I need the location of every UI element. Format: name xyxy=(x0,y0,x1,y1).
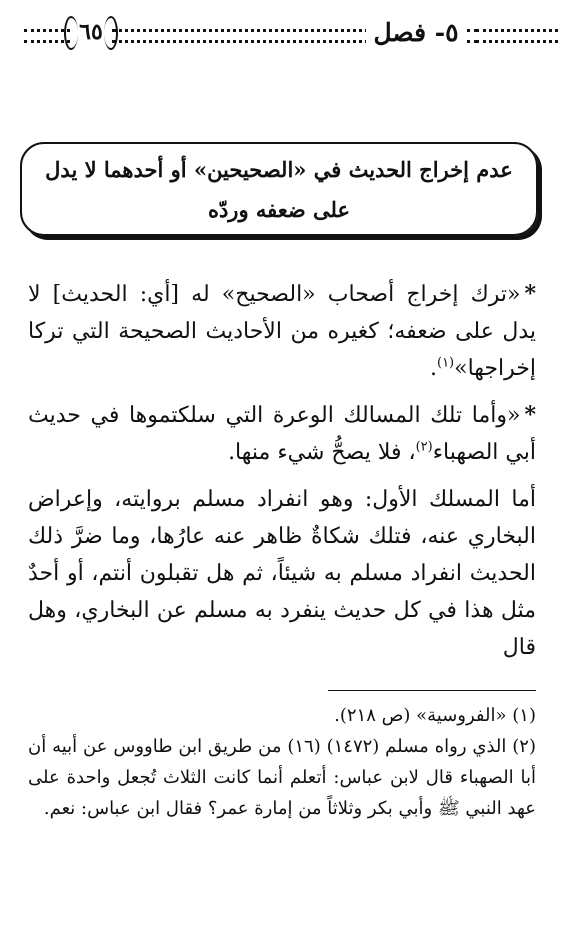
paragraph-2-text: «وأما تلك المسالك الوعرة التي سلكتموها في حديث أبي الصهباء xyxy=(28,403,536,465)
footnote-2: (٢) الذي رواه مسلم (١٤٧٢) (١٦) من طريق ابن طاووس عن أبيه أن أبا الصهباء قال لابن عباس: أتعلم أنما كانت الثلاث تُجعل واحدة على عهد النبي ﷺ وأبي بكر وثلاثاً من إمارة عمر؟ فقال ابن عباس: نعم. xyxy=(28,736,536,819)
paragraph-1-tail: . xyxy=(429,356,437,381)
section-title-line-2: على ضعفه وردّه xyxy=(207,197,351,222)
section-title-line-1: عدم إخراج الحديث في «الصحيحين» أو أحدهما لا يدل xyxy=(45,157,513,182)
page-number: ٦٥ xyxy=(70,14,112,50)
paragraph-2 xyxy=(28,397,536,471)
footnote-ref-1[interactable]: (١) xyxy=(436,355,455,371)
footnotes xyxy=(28,700,536,824)
body-text xyxy=(28,276,536,676)
section-title xyxy=(22,144,536,230)
paragraph-3 xyxy=(28,481,536,666)
footnote-1: (١) «الفروسية» (ص ٢١٨). xyxy=(334,705,536,726)
footnote-separator xyxy=(328,690,536,691)
paragraph-1-text: «ترك إخراج أصحاب «الصحيح» له [أي: الحديث] لا يدل على ضعفه؛ كغيره من الأحاديث الصحيحة التي تركا إخراجها» xyxy=(28,282,536,381)
section-title-box xyxy=(20,142,538,236)
paragraph-2-text-end: ، فلا يصحُّ شيء منها. xyxy=(228,440,416,465)
header-dotted-rule-right xyxy=(476,29,558,43)
paragraph-1 xyxy=(28,276,536,387)
page-header xyxy=(0,14,566,54)
asterisk-marker: * xyxy=(524,281,536,307)
chapter-label: ٥- فصل xyxy=(366,18,466,47)
paragraph-3-text: أما المسلك الأول: وهو انفراد مسلم بروايته، وإعراض البخاري عنه، فتلك شكاةٌ ظاهر عنه عارُها، وما ضرَّ ذلك الحديث انفراد مسلم به شيئاً، ثم هل تقبلون أنتم، أو أحدٌ مثل هذا في كل حديث ينفرد به مسلم عن البخاري، وهل قال xyxy=(28,487,537,660)
footnote-ref-2[interactable]: (٢) xyxy=(415,439,433,455)
asterisk-marker: * xyxy=(524,402,536,428)
